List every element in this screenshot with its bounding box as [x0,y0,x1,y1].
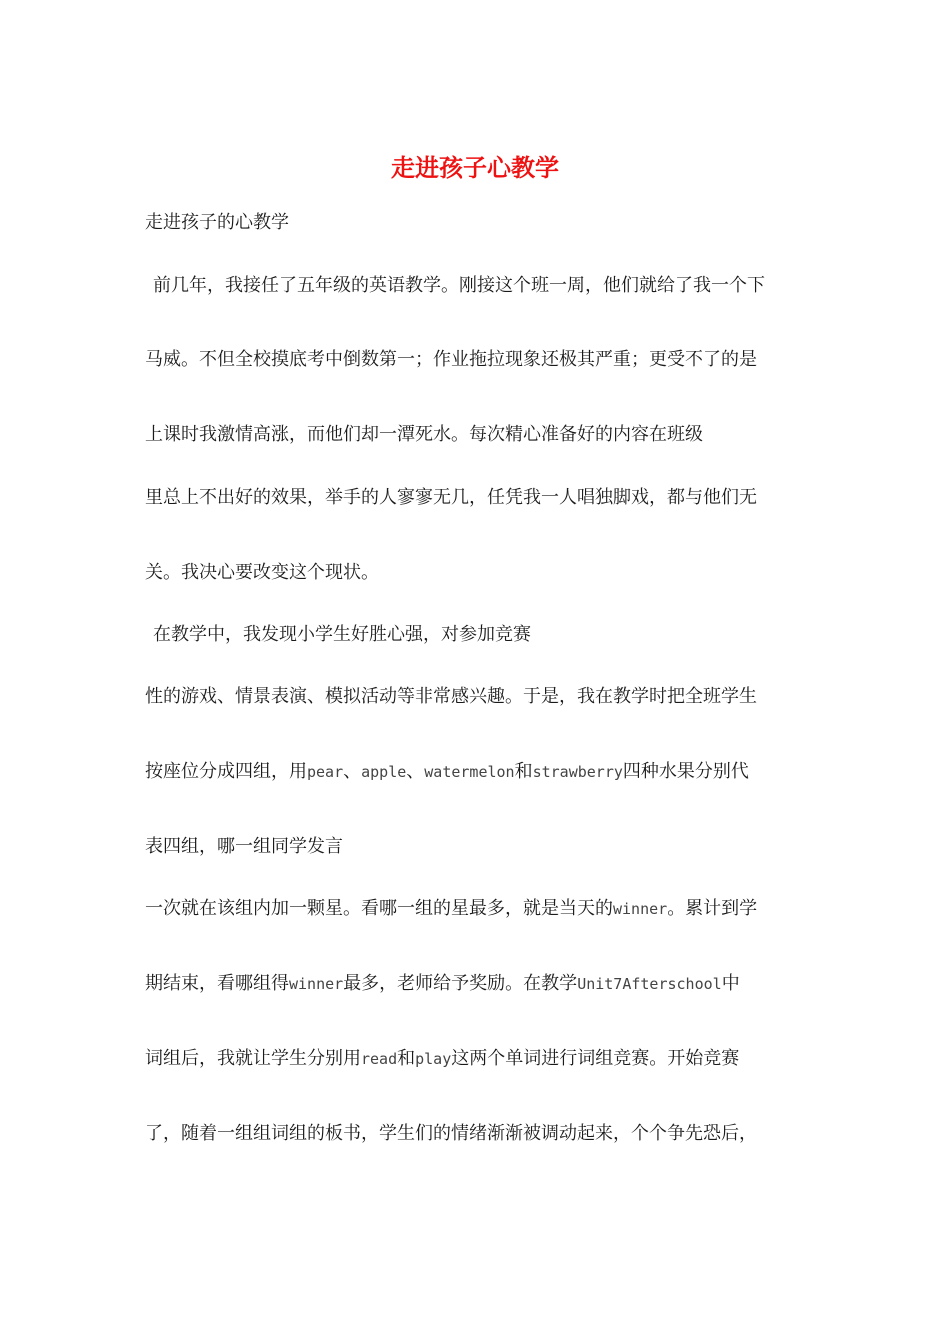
text-segment: 四种水果分别代 [622,761,749,782]
paragraph-line-5: 关。我决心要改变这个现状。 [145,562,379,583]
document-title: 走进孩子心教学 [391,153,559,182]
english-word: read [361,1050,398,1068]
paragraph-line-9: 表四组，哪一组同学发言 [145,836,343,857]
text-segment: 。累计到学 [667,898,758,919]
text-segment: 最多，老师给予奖励。在教学 [343,973,578,994]
paragraph-line-4: 里总上不出好的效果，举手的人寥寥无几，任凭我一人唱独脚戏，都与他们无 [145,487,757,508]
text-segment: 这两个单词进行词组竞赛。开始竞赛 [451,1048,740,1069]
paragraph-line-8 [145,759,815,785]
english-word: pear [307,763,344,781]
paragraph-line-13: 了，随着一组组词组的板书，学生们的情绪渐渐被调动起来，个个争先恐后， [145,1123,757,1144]
text-segment: 和 [514,761,533,782]
text-segment: 、 [406,761,425,782]
paragraph-line-3: 上课时我激情高涨，而他们却一潭死水。每次精心准备好的内容在班级 [145,424,703,445]
text-segment: 一次就在该组内加一颗星。看哪一组的星最多，就是当天的 [145,898,613,919]
paragraph-line-10 [145,896,815,922]
text-segment: 、 [343,761,362,782]
english-word: strawberry [532,763,623,781]
english-word: Unit7Afterschool [577,975,722,993]
paragraph-line-1: 前几年，我接任了五年级的英语教学。刚接这个班一周，他们就给了我一个下 [153,275,765,296]
english-word: winner [613,900,668,918]
english-word: apple [361,763,407,781]
paragraph-line-6: 在教学中，我发现小学生好胜心强，对参加竞赛 [153,624,531,645]
paragraph-line-7: 性的游戏、情景表演、模拟活动等非常感兴趣。于是，我在教学时把全班学生 [145,686,757,707]
text-segment: 中 [721,973,740,994]
english-word: watermelon [424,763,515,781]
paragraph-line-11 [145,971,815,997]
english-word: winner [289,975,344,993]
document-subtitle: 走进孩子的心教学 [145,212,289,233]
english-word: play [415,1050,452,1068]
text-segment: 按座位分成四组，用 [145,761,307,782]
paragraph-line-2: 马威。不但全校摸底考中倒数第一；作业拖拉现象还极其严重；更受不了的是 [145,349,757,370]
text-segment: 期结束，看哪组得 [145,973,289,994]
text-segment: 词组后，我就让学生分别用 [145,1048,361,1069]
text-segment: 和 [397,1048,416,1069]
paragraph-line-12 [145,1046,815,1072]
